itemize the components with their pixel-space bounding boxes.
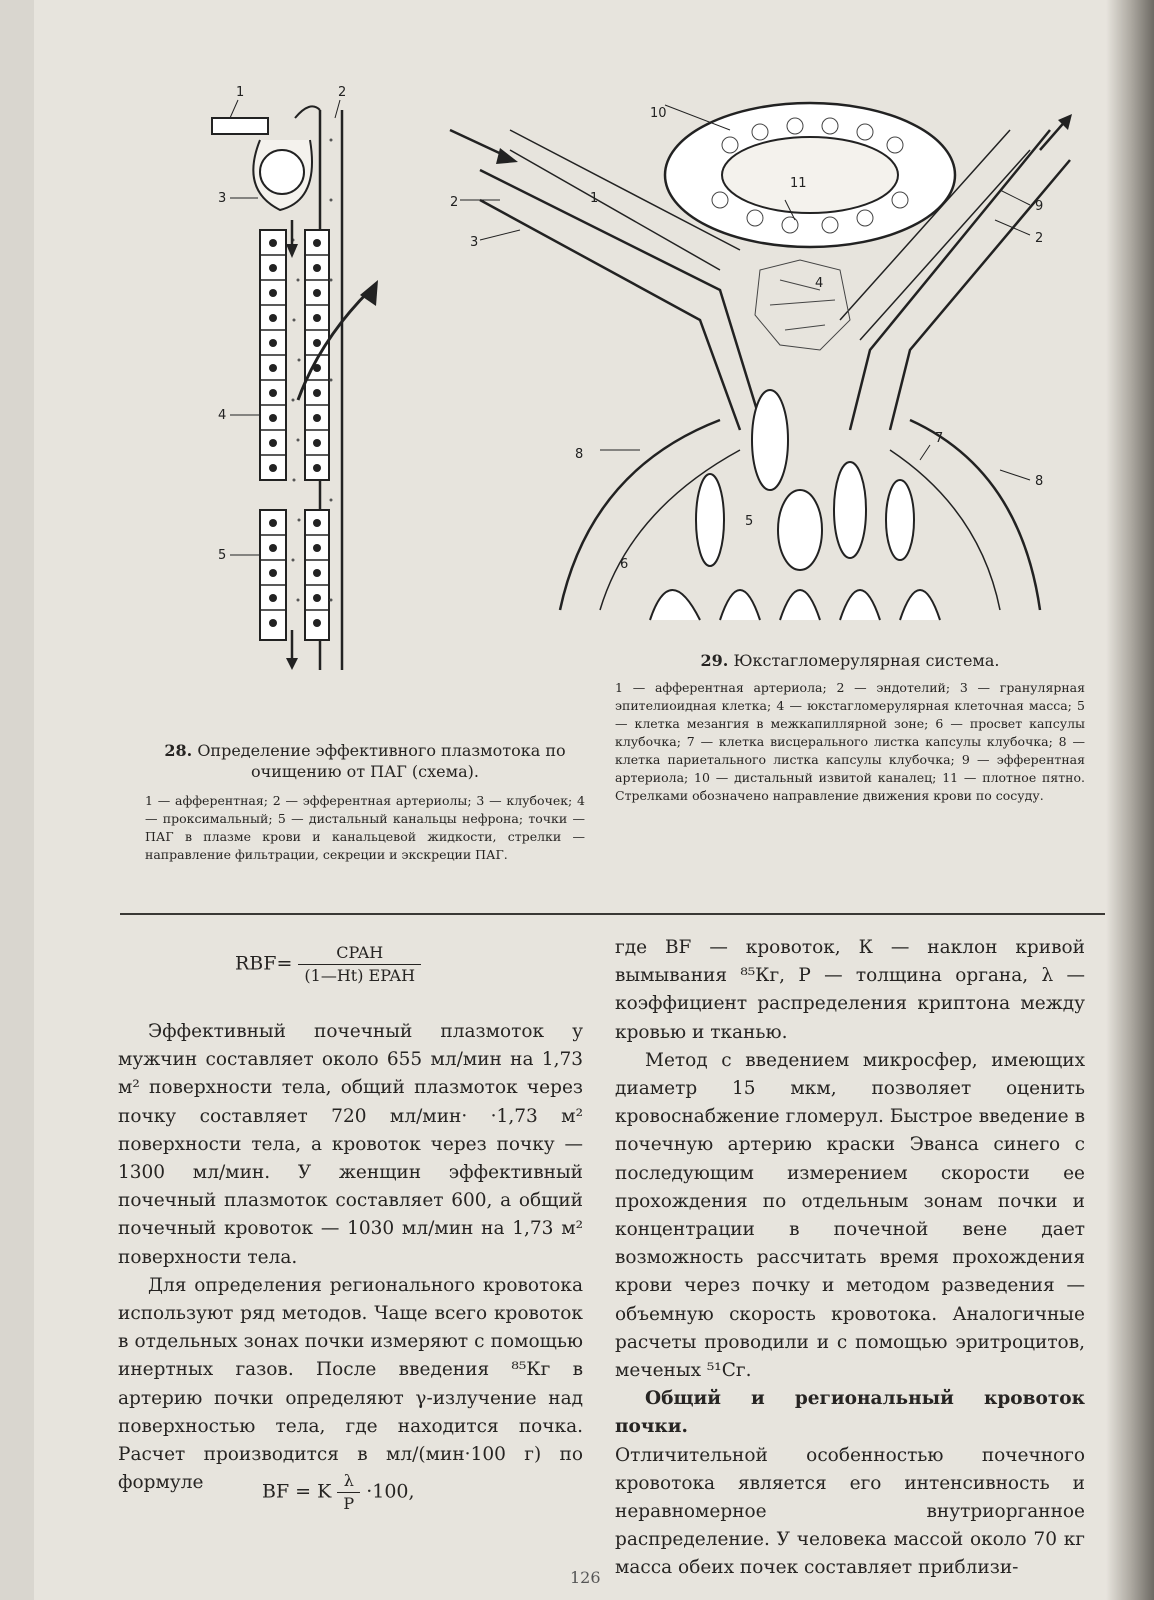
page-number: 126 (570, 1568, 601, 1587)
fig29-label-5: 5 (745, 514, 754, 529)
figure-29-caption (615, 650, 1085, 805)
rbf-denominator: (1—Ht) EPAH (304, 966, 416, 985)
rbf-formula (235, 942, 421, 987)
fig29-label-9: 9 (1035, 199, 1044, 214)
fig28-label-5: 5 (218, 548, 227, 563)
figure-28-legend: 1 — афферентная; 2 — эфферентная артериолы; 3 — клубочек; 4 — проксимальный; 5 — дистальный канальцы нефрона; точки — ПАГ в плазме крови и канальцевой жидкости, стрелки — направление фильтрации, секреции и экскреции ПАГ. (145, 793, 585, 862)
bf-denominator: P (343, 1494, 355, 1513)
fig29-label-2-left: 2 (450, 195, 459, 210)
figure-29-number: 29. (700, 651, 729, 670)
fig28-label-1: 1 (236, 85, 245, 100)
left-text-column (118, 1018, 583, 1497)
figure-28-title (145, 740, 585, 782)
fig28-label-3: 3 (218, 191, 227, 206)
figure-29-diagram (440, 90, 1090, 640)
rbf-lhs: RBF= (235, 952, 293, 975)
right-text-column (615, 934, 1085, 1583)
bf-rhs: ·100, (366, 1480, 415, 1503)
right-paragraph-2: Метод с введением микросфер, имеющих диаметр 15 мкм, позволяет оценить кровоснабжение гломерул. Быстрое введение в почечную артерию краски Эванса синего с последующим измерением скорости ее прохождения по отдельным зонам почки и концентрации в почечной вене дает возможность рассчитать время прохождения крови через почку и методом разведения — объемную скорость кровотока. Аналогичные расчеты проводили и с помощью эритроцитов, меченых ⁵¹Сг. (615, 1049, 1085, 1382)
section-heading: Общий и региональный кровоток почки. (615, 1388, 1085, 1438)
fig29-label-10: 10 (650, 106, 667, 121)
rbf-fraction (298, 942, 421, 987)
figure-28-diagram (200, 80, 410, 670)
rbf-numerator: CPAH (298, 942, 421, 965)
right-paragraph-1: где BF — кровоток, К — наклон кривой вымывания ⁸⁵Кг, Р — толщина органа, λ — коэффициент распределения криптона между кровью и тканью. (615, 937, 1085, 1043)
figure-28-title-text: Определение эффективного плазмотока по очищению от ПАГ (схема). (197, 741, 566, 781)
figure-29-title-text: Юкстагломерулярная система. (733, 651, 1000, 670)
fig29-label-6: 6 (620, 557, 629, 572)
bf-numerator: λ (337, 1470, 360, 1493)
right-subheading (615, 1385, 1085, 1441)
bf-lhs: BF = K (262, 1480, 332, 1503)
section-divider (120, 913, 1105, 915)
left-paragraph-1: Эффективный почечный плазмоток у мужчин составляет около 655 мл/мин на 1,73 м² поверхности тела, общий плазмоток через почку составляет 720 мл/мин· ·1,73 м² поверхности тела, а кровоток через почку — 1300 мл/мин. У женщин эффективный почечный плазмоток составляет 600, а общий почечный кровоток — 1030 мл/мин на 1,73 м² поверхности тела. (118, 1021, 583, 1268)
figure-29-legend: 1 — афферентная артериола; 2 — эндотелий; 3 — гранулярная эпителиоидная клетка; 4 — юкстагломерулярная клеточная масса; 5 — клетка мезангия в межкапиллярной зоне; 6 — просвет капсулы клубочка; 7 — клетка висцерального листка капсулы клубочка; 8 — клетка париетального листка капсулы клубочка; 9 — эфферентная артериола; 10 — дистальный извитой каналец; 11 — плотное пятно. Стрелками обозначено направление движения крови по сосуду. (615, 680, 1085, 803)
figure-28-number: 28. (164, 741, 193, 760)
fig29-label-8-left: 8 (575, 447, 584, 462)
fig28-label-2: 2 (338, 85, 347, 100)
fig29-label-4: 4 (815, 276, 824, 291)
figure-28-caption (145, 740, 585, 864)
figure-29-title (615, 650, 1085, 671)
fig29-label-8-right: 8 (1035, 474, 1044, 489)
fig28-label-4: 4 (218, 408, 227, 423)
fig29-label-11: 11 (790, 176, 807, 191)
book-spine-shadow (1106, 0, 1154, 1600)
bf-fraction (337, 1470, 360, 1515)
bf-formula (262, 1470, 415, 1515)
fig29-label-3: 3 (470, 235, 479, 250)
left-paragraph-2: Для определения регионального кровотока используют ряд методов. Чаще всего кровоток в отдельных зонах почки измеряют с помощью инертных газов. После введения ⁸⁵Кг в артерию почки определяют γ-излучение над поверхностью тела, где находится почка. Расчет производится в мл/(мин·100 г) по формуле (118, 1274, 583, 1494)
fig29-label-7: 7 (935, 431, 944, 446)
right-paragraph-3: Отличительной особенностью почечного кровотока является его интенсивность и неравномерное внутриорганное распределение. У человека массой около 70 кг масса обеих почек составляет приблизи- (615, 1444, 1085, 1579)
fig29-label-2-right: 2 (1035, 231, 1044, 246)
fig29-label-1: 1 (590, 191, 599, 206)
